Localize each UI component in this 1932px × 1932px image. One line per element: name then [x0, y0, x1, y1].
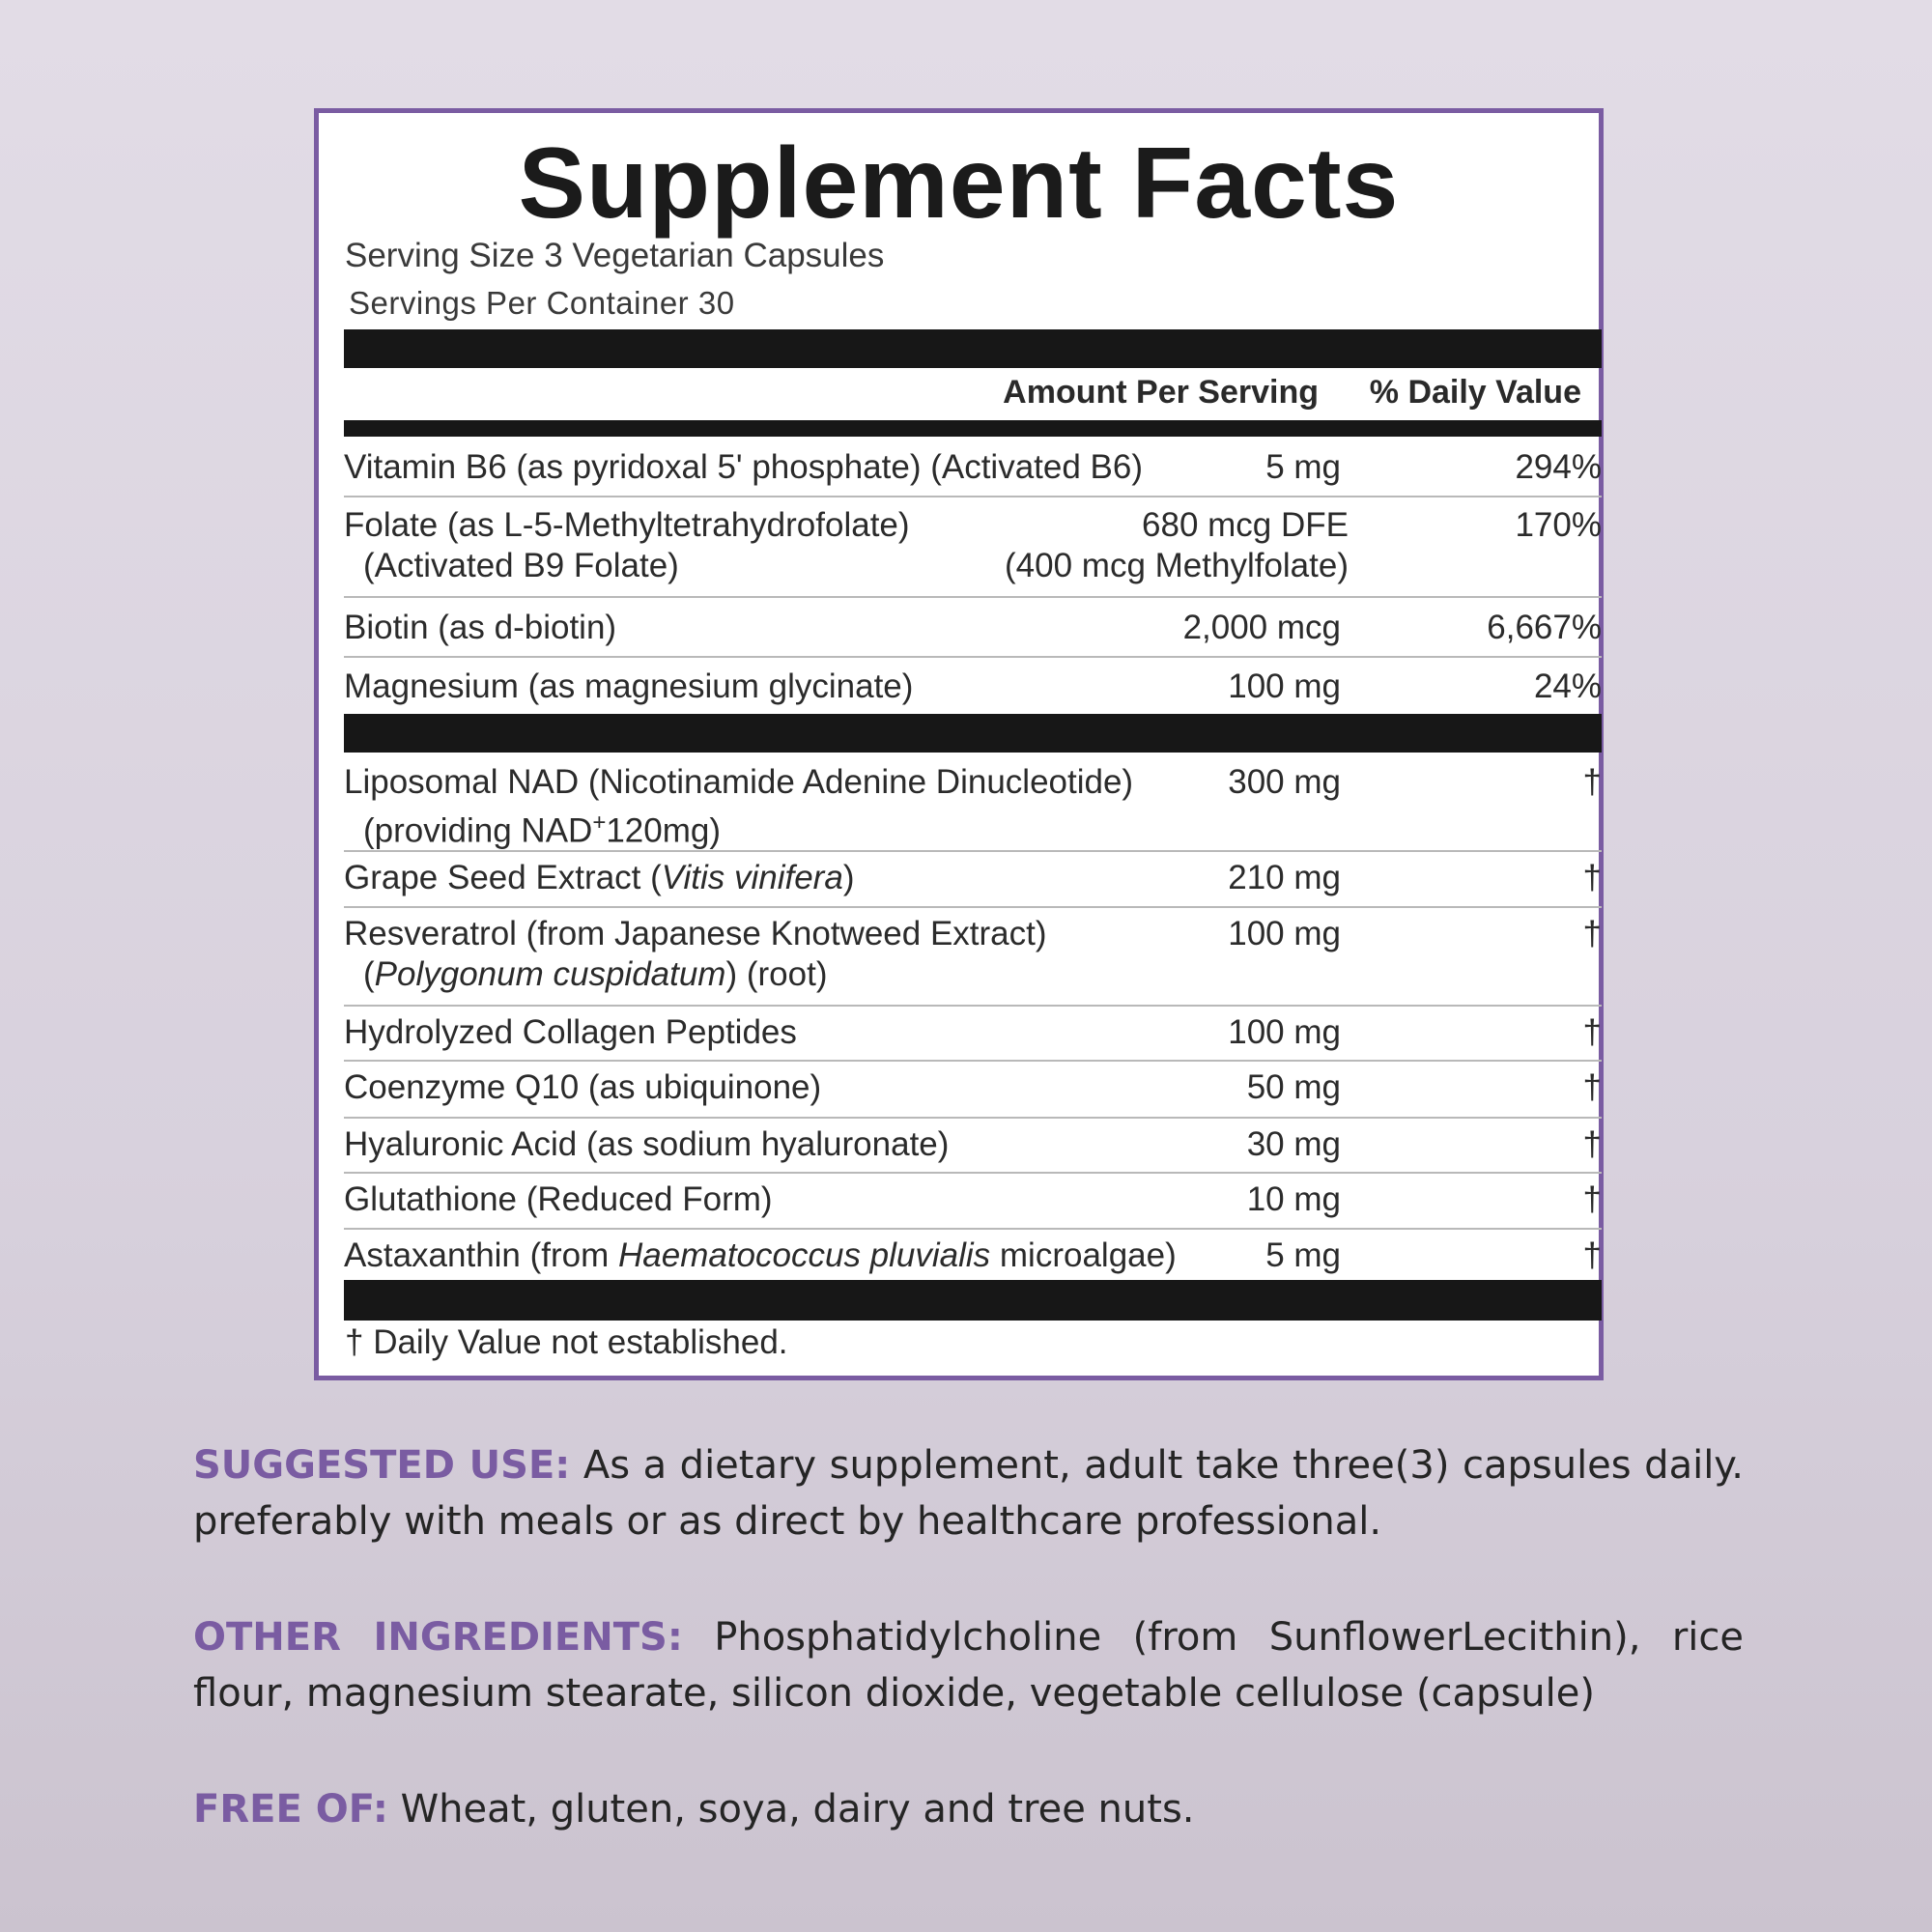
nutrient-name: Hyaluronic Acid (as sodium hyaluronate)	[344, 1125, 950, 1163]
nutrient-daily-value: †	[1582, 1013, 1602, 1051]
nutrient-daily-value: †	[1582, 859, 1602, 896]
nutrient-name: Magnesium (as magnesium glycinate)	[344, 668, 914, 705]
nutrient-amount: 300 mg	[1228, 763, 1341, 801]
column-header-amount: Amount Per Serving	[1003, 374, 1319, 411]
nutrient-amount: 100 mg	[1228, 668, 1341, 705]
thick-divider-middle	[344, 714, 1602, 753]
free-of-paragraph	[193, 1781, 1744, 1837]
servings-per-container: Servings Per Container 30	[349, 285, 735, 321]
nutrient-daily-value: †	[1582, 915, 1602, 952]
nutrient-name	[344, 762, 1133, 852]
nutrient-amount: 50 mg	[1246, 1068, 1341, 1106]
nutrient-amount: 5 mg	[1265, 1236, 1341, 1274]
other-ingredients-paragraph	[193, 1609, 1744, 1721]
nutrient-amount: 5 mg	[1265, 448, 1341, 486]
free-of-label: FREE OF:	[193, 1787, 388, 1832]
nutrient-name: Vitamin B6 (as pyridoxal 5' phosphate) (Activated B6)	[344, 448, 1144, 486]
facts-title: Supplement Facts	[518, 128, 1400, 240]
nutrient-amount	[1005, 505, 1349, 586]
nutrient-name-line1: Liposomal NAD (Nicotinamide Adenine Dinucleotide)	[344, 763, 1134, 801]
nutrient-daily-value: †	[1582, 1125, 1602, 1163]
nutrient-row-grape-seed	[344, 852, 1602, 908]
column-header-daily-value: % Daily Value	[1369, 374, 1581, 411]
nutrient-amount: 210 mg	[1228, 859, 1341, 896]
nutrient-name-line2: (Polygonum cuspidatum) (root)	[363, 955, 828, 993]
nutrient-amount: 100 mg	[1228, 1013, 1341, 1051]
nutrient-row-biotin	[344, 598, 1602, 658]
nutrient-row-folate	[344, 497, 1602, 598]
nutrient-row-vitamin-b6	[344, 441, 1602, 497]
nutrient-amount: 30 mg	[1246, 1125, 1341, 1163]
nutrient-name: Grape Seed Extract (Vitis vinifera)	[344, 859, 855, 896]
nutrient-daily-value: 170%	[1515, 506, 1602, 544]
nutrient-name: Glutathione (Reduced Form)	[344, 1180, 773, 1218]
nutrient-daily-value: †	[1582, 1180, 1602, 1218]
serving-size: Serving Size 3 Vegetarian Capsules	[345, 237, 885, 274]
nutrient-daily-value: †	[1582, 1236, 1602, 1274]
nutrient-name: Coenzyme Q10 (as ubiquinone)	[344, 1068, 822, 1106]
nutrient-name-line2: (Activated B9 Folate)	[363, 547, 679, 584]
nutrient-name	[344, 505, 910, 586]
nutrient-daily-value: †	[1582, 763, 1602, 801]
suggested-use-paragraph	[193, 1437, 1744, 1549]
nutrient-daily-value: 24%	[1533, 668, 1602, 705]
other-ingredients-text: Phosphatidylcholine (from SunflowerLecithin), rice flour, magnesium stearate, silicon dioxide, vegetable cellulose (capsule)	[193, 1615, 1744, 1716]
suggested-use-text: As a dietary supplement, adult take three(3) capsules daily. preferably with meals or as direct by healthcare professional.	[193, 1443, 1744, 1544]
footnote-daily-value: † Daily Value not established.	[345, 1323, 788, 1361]
suggested-use-label: SUGGESTED USE:	[193, 1443, 571, 1488]
nutrient-amount: 2,000 mcg	[1182, 609, 1341, 646]
nutrient-row-magnesium	[344, 658, 1602, 714]
nutrient-daily-value: 6,667%	[1487, 609, 1602, 646]
nutrient-row-hyaluronic-acid	[344, 1119, 1602, 1174]
nutrient-name-line1: Resveratrol (from Japanese Knotweed Extract)	[344, 915, 1047, 952]
nutrient-name-line2: (providing NAD+120mg)	[363, 810, 721, 850]
nutrient-amount-line1: 680 mcg DFE	[1142, 506, 1349, 544]
nutrient-row-astaxanthin	[344, 1230, 1602, 1284]
thick-divider-top	[344, 329, 1602, 368]
nutrient-name: Hydrolyzed Collagen Peptides	[344, 1013, 797, 1051]
nutrient-amount: 10 mg	[1246, 1180, 1341, 1218]
nutrient-daily-value: 294%	[1515, 448, 1602, 486]
nutrient-amount: 100 mg	[1228, 915, 1341, 952]
nutrient-name: Biotin (as d-biotin)	[344, 609, 617, 646]
nutrient-row-nad	[344, 753, 1602, 852]
nutrient-amount-line2: (400 mcg Methylfolate)	[1005, 547, 1349, 584]
nutrient-row-collagen	[344, 1007, 1602, 1062]
nutrient-name	[344, 914, 1047, 995]
nutrient-daily-value: †	[1582, 1068, 1602, 1106]
free-of-text: Wheat, gluten, soya, dairy and tree nuts.	[400, 1787, 1195, 1832]
nutrient-name: Astaxanthin (from Haematococcus pluvialis microalgae)	[344, 1236, 1177, 1274]
supplement-facts-panel	[314, 108, 1604, 1380]
nutrient-row-resveratrol	[344, 908, 1602, 1007]
nutrient-row-glutathione	[344, 1174, 1602, 1230]
thick-divider-bottom	[344, 1280, 1602, 1321]
nutrient-row-coq10	[344, 1062, 1602, 1119]
other-ingredients-label: OTHER INGREDIENTS:	[193, 1615, 683, 1660]
nutrient-name-line1: Folate (as L-5-Methyltetrahydrofolate)	[344, 506, 910, 544]
divider-header	[344, 420, 1602, 437]
